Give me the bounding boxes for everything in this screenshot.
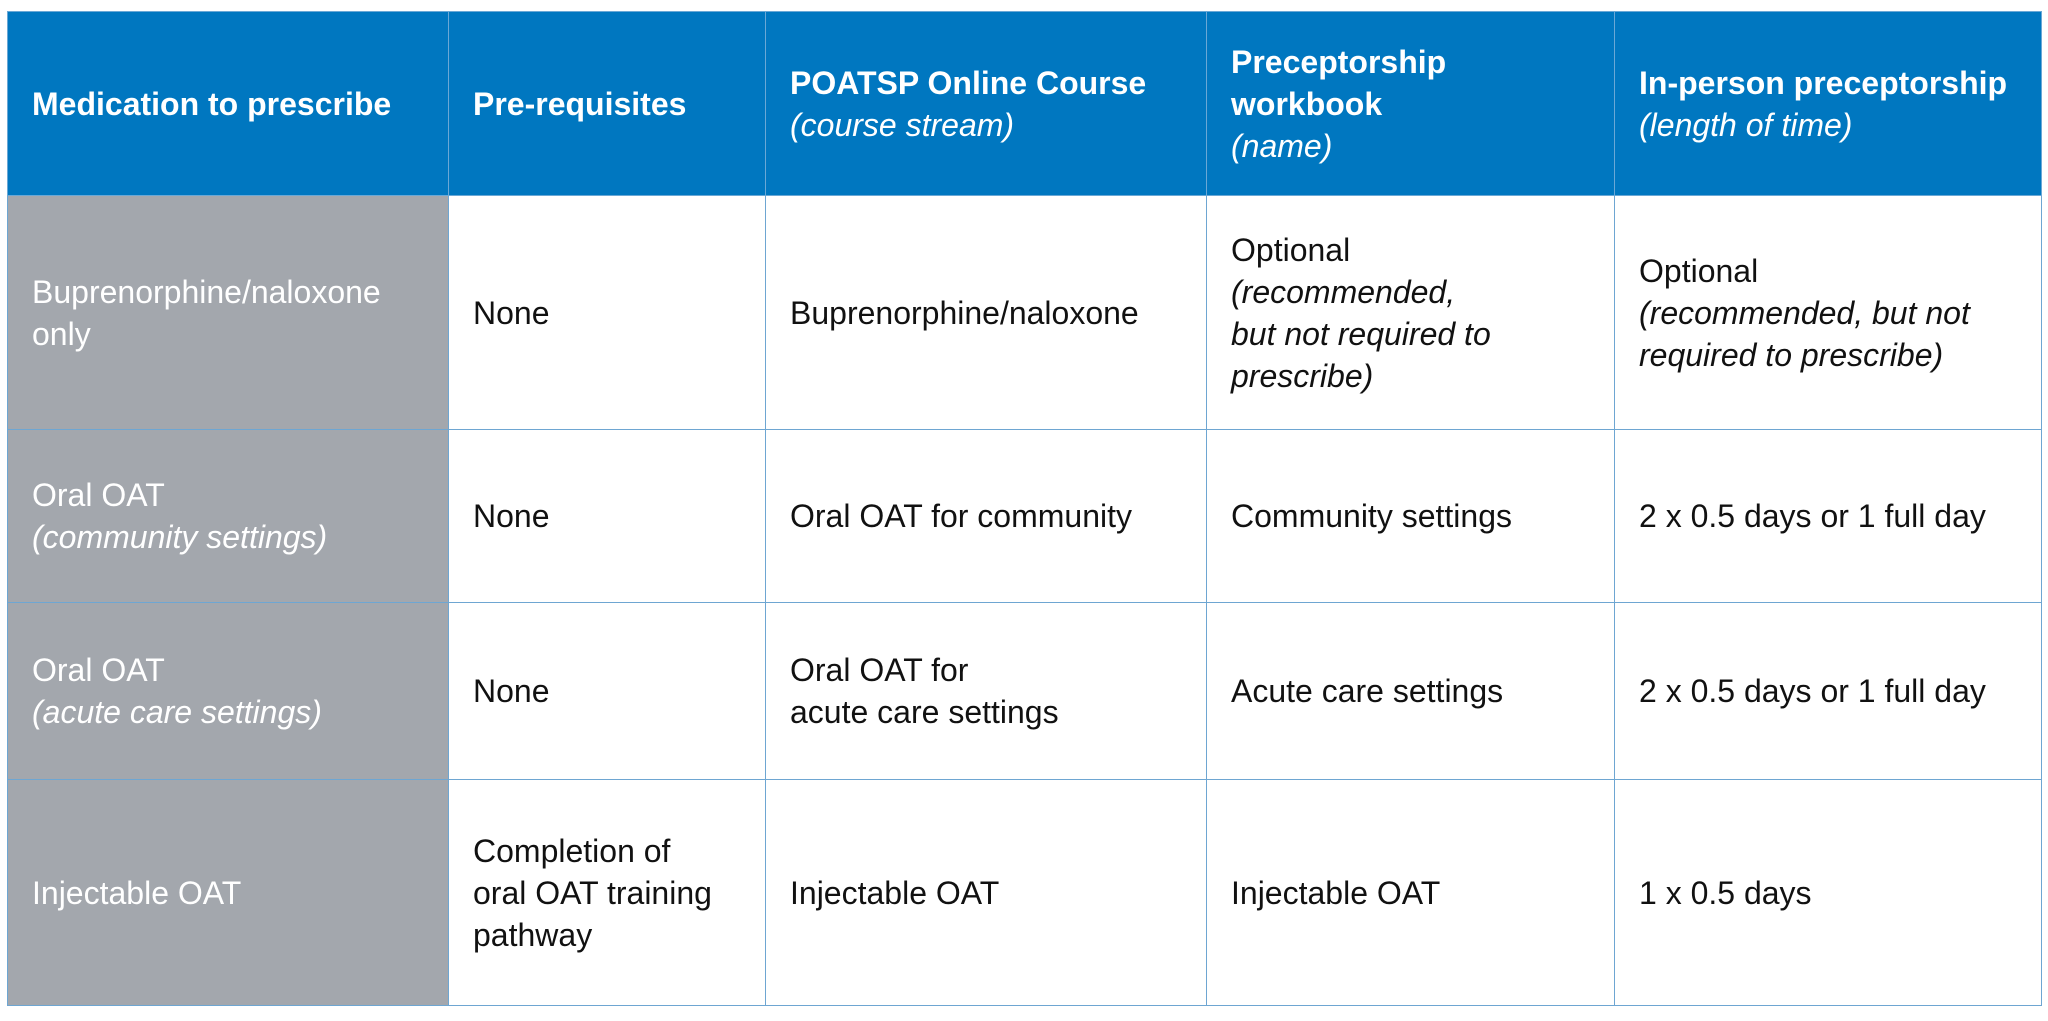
row-workbook-note-line2: but not required to bbox=[1231, 315, 1491, 352]
row-course-cell bbox=[766, 430, 1207, 603]
row-medication-cell bbox=[8, 196, 449, 430]
header-preceptorship-title-line1: In-person bbox=[1639, 64, 1785, 101]
row-prerequisites-text: None bbox=[473, 673, 550, 709]
row-preceptorship-note-line1: (recommended, but not bbox=[1639, 294, 1970, 331]
row-preceptorship-text: 1 x 0.5 days bbox=[1639, 874, 1812, 911]
row-workbook-cell bbox=[1207, 603, 1615, 780]
row-prerequisites-cell bbox=[449, 603, 766, 780]
row-preceptorship-cell bbox=[1615, 603, 2042, 780]
training-pathway-table-container bbox=[7, 11, 2041, 1005]
header-online-course-sub: (course stream) bbox=[790, 106, 1015, 143]
row-medication-line2: only bbox=[32, 315, 91, 352]
row-course-text: Oral OAT for community bbox=[790, 498, 1132, 534]
row-preceptorship-cell bbox=[1615, 430, 2042, 603]
header-medication-title: Medication to prescribe bbox=[32, 85, 392, 122]
row-preceptorship-cell bbox=[1615, 196, 2042, 430]
row-medication-cell bbox=[8, 780, 449, 1006]
row-course-cell bbox=[766, 780, 1207, 1006]
row-prerequisites-line2: oral OAT training bbox=[473, 874, 712, 911]
row-prerequisites-line3: pathway bbox=[473, 916, 593, 953]
row-prerequisites-line1: Completion of bbox=[473, 832, 671, 869]
row-prerequisites-text: None bbox=[473, 498, 550, 534]
row-workbook-cell bbox=[1207, 430, 1615, 603]
row-workbook-cell bbox=[1207, 196, 1615, 430]
row-medication-line1: Oral OAT bbox=[32, 652, 165, 688]
header-prerequisites-title: Pre-requisites bbox=[473, 85, 687, 122]
row-workbook-text: Community settings bbox=[1231, 498, 1512, 534]
row-course-text: Buprenorphine/naloxone bbox=[790, 294, 1139, 331]
row-prerequisites-text: None bbox=[473, 294, 550, 331]
row-prerequisites-cell bbox=[449, 196, 766, 430]
training-pathway-table bbox=[7, 11, 2042, 1006]
header-prerequisites bbox=[449, 12, 766, 196]
row-workbook-note-line3: prescribe) bbox=[1231, 357, 1374, 394]
header-workbook-title-line1: Preceptorship bbox=[1231, 43, 1447, 80]
row-course-line1: Oral OAT for bbox=[790, 652, 969, 688]
header-online-course-title: POATSP Online Course bbox=[790, 64, 1147, 101]
table-header-row bbox=[8, 12, 2042, 196]
row-workbook-text: Acute care settings bbox=[1231, 673, 1504, 709]
row-preceptorship-text: 2 x 0.5 days or 1 full day bbox=[1639, 673, 1986, 709]
row-prerequisites-cell bbox=[449, 430, 766, 603]
row-preceptorship-text: 2 x 0.5 days or 1 full day bbox=[1639, 498, 1986, 534]
table-row bbox=[8, 196, 2042, 430]
header-online-course bbox=[766, 12, 1207, 196]
row-preceptorship-note-line2: required to prescribe) bbox=[1639, 336, 1944, 373]
row-course-line2: acute care settings bbox=[790, 694, 1059, 730]
row-medication-cell bbox=[8, 603, 449, 780]
row-workbook-main: Optional bbox=[1231, 231, 1351, 268]
header-workbook bbox=[1207, 12, 1615, 196]
row-course-text: Injectable OAT bbox=[790, 874, 1000, 911]
header-preceptorship-sub: (length of time) bbox=[1639, 106, 1853, 143]
row-medication-line1: Buprenorphine/naloxone bbox=[32, 273, 381, 310]
table-row bbox=[8, 780, 2042, 1006]
row-course-cell bbox=[766, 603, 1207, 780]
row-medication-text: Injectable OAT bbox=[32, 874, 242, 911]
row-course-cell bbox=[766, 196, 1207, 430]
row-medication-note: (acute care settings) bbox=[32, 694, 322, 730]
row-workbook-cell bbox=[1207, 780, 1615, 1006]
row-medication-cell bbox=[8, 430, 449, 603]
table-row bbox=[8, 603, 2042, 780]
row-medication-note: (community settings) bbox=[32, 519, 328, 555]
row-preceptorship-cell bbox=[1615, 780, 2042, 1006]
header-preceptorship-title-line2: preceptorship bbox=[1793, 64, 2008, 101]
header-workbook-title-line2: workbook bbox=[1231, 85, 1383, 122]
row-prerequisites-cell bbox=[449, 780, 766, 1006]
header-medication bbox=[8, 12, 449, 196]
header-workbook-sub: (name) bbox=[1231, 127, 1333, 164]
table-row bbox=[8, 430, 2042, 603]
row-workbook-note-line1: (recommended, bbox=[1231, 273, 1456, 310]
row-medication-line1: Oral OAT bbox=[32, 477, 165, 513]
row-workbook-text: Injectable OAT bbox=[1231, 874, 1441, 911]
row-preceptorship-main: Optional bbox=[1639, 252, 1759, 289]
header-preceptorship bbox=[1615, 12, 2042, 196]
